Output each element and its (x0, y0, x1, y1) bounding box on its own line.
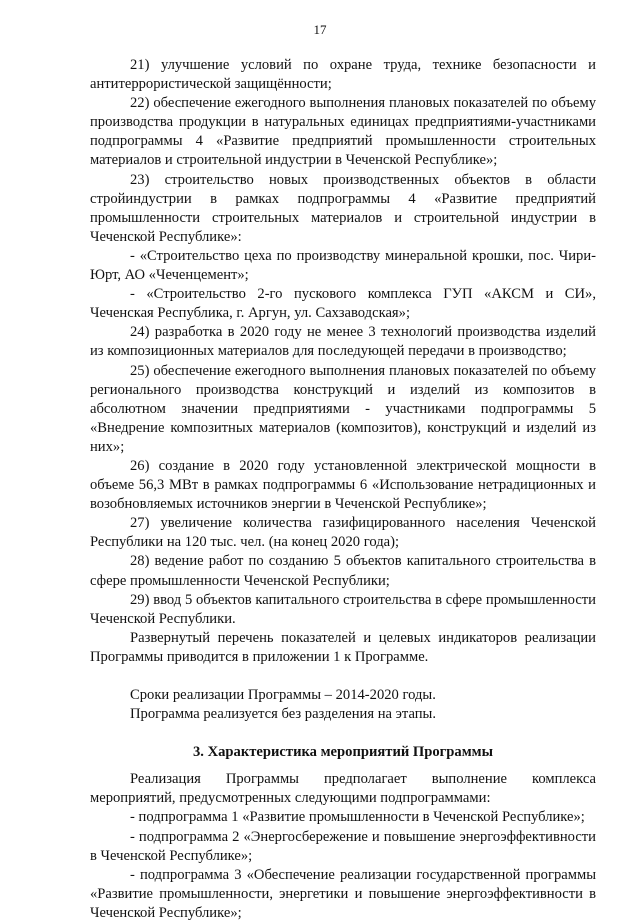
list-item-25: 25) обеспечение ежегодного выполнения плановых показателей по объему регионального производства конструкций и изделий из композитов в абсолютном значении предприятиями - участниками подпрограммы 5 «Внедрение композитных материалов (композитов), конструкций и изделий из них»; (90, 362, 596, 455)
document-body (90, 56, 596, 923)
indicators-note: Развернутый перечень показателей и целевых индикаторов реализации Программы приводится в приложении 1 к Программе. (90, 629, 596, 665)
list-item-21: 21) улучшение условий по охране труда, технике безопасности и антитеррористической защищённости; (90, 57, 596, 93)
list-item-23: 23) строительство новых производственных объектов в области стройиндустрии в рамках подпрограммы 4 «Развитие предприятий промышленности строительных материалов и строительной индустрии в Чеченской Республике»: (90, 171, 596, 245)
sub-item-aksm-complex: - «Строительство 2-го пускового комплекса ГУП «АКСМ и СИ», Чеченская Республика, г. Аргун, ул. Сахзаводская»; (90, 286, 596, 322)
program-timeline: Сроки реализации Программы – 2014-2020 годы. (130, 687, 436, 703)
program-stages-note: Программа реализуется без разделения на этапы. (130, 706, 436, 723)
list-item-29: 29) ввод 5 объектов капитального строительства в сфере промышленности Чеченской Республики. (90, 591, 596, 627)
section-intro: Реализация Программы предполагает выполнение комплекса мероприятий, предусмотренных следующими подпрограммами: (90, 771, 596, 807)
subprogram-1: - подпрограмма 1 «Развитие промышленности в Чеченской Республике»; (130, 809, 585, 826)
list-item-22: 22) обеспечение ежегодного выполнения плановых показателей по объему производства продукции в натуральных единицах предприятиями-участниками подпрограммы 4 «Развитие предприятий промышленности строительных материалов и строительной индустрии в Чеченской Республике»; (90, 95, 596, 169)
section-heading: 3. Характеристика мероприятий Программы (193, 744, 493, 761)
list-item-27: 27) увеличение количества газифицированного населения Чеченской Республики на 120 тыс. чел. (на конец 2020 года); (90, 515, 596, 551)
subprogram-3: - подпрограмма 3 «Обеспечение реализации государственной программы «Развитие промышленности, энергетики и повышение энергоэффективности в Чеченской Республике»; (90, 866, 596, 921)
subprogram-2: - подпрограмма 2 «Энергосбережение и повышение энергоэффективности в Чеченской Республике»; (90, 828, 596, 864)
sub-item-mineral-crumb-workshop: - «Строительство цеха по производству минеральной крошки, пос. Чири-Юрт, АО «Чеченцемент»; (90, 247, 596, 284)
page-number: 17 (313, 22, 327, 37)
list-item-26: 26) создание в 2020 году установленной электрической мощности в объеме 56,3 МВт в рамках подпрограммы 6 «Использование нетрадиционных и возобновляемых источников энергии в Чеченской Республике»; (90, 457, 596, 513)
list-item-28: 28) ведение работ по созданию 5 объектов капитального строительства в сфере промышленности Чеченской Республики; (90, 553, 596, 589)
list-item-24: 24) разработка в 2020 году не менее 3 технологий производства изделий из композиционных материалов для последующей передачи в производство; (90, 324, 596, 360)
